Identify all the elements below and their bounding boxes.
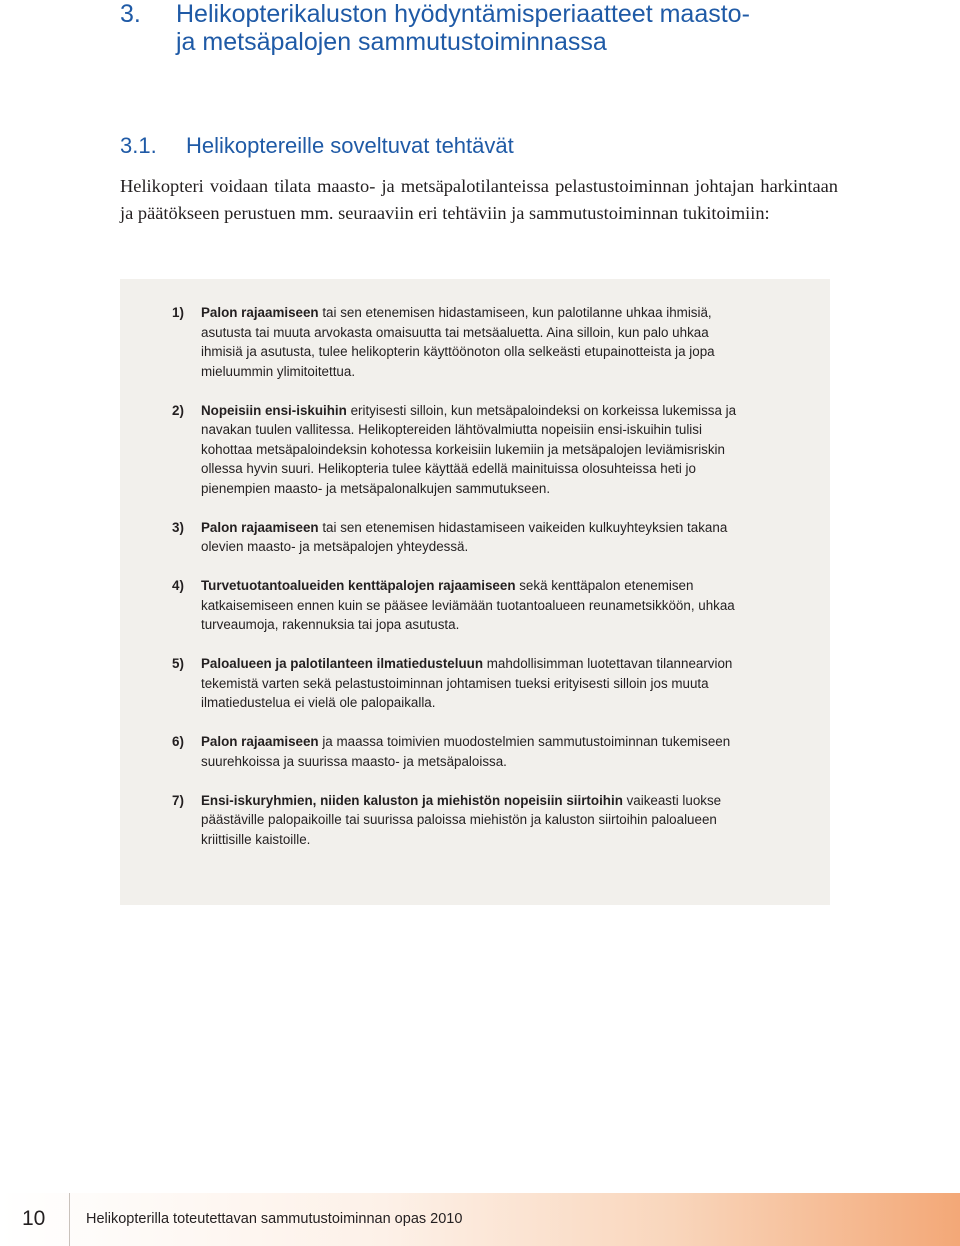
item-number: 7) [172, 792, 184, 808]
item-number: 5) [172, 656, 184, 671]
list-item [172, 732, 742, 771]
chapter-number: 3. [120, 0, 141, 28]
item-title: Ensi-iskuryhmien, niiden kaluston ja miehistön nopeisiin siirtoihin [201, 792, 623, 808]
item-title: Palon rajaamiseen [201, 519, 319, 535]
item-number: 4) [172, 578, 184, 593]
item-text: erityisesti silloin, kun metsäpaloindeksi on korkeissa lukemissa ja navakan tuulen vallitessa. Helikoptereiden lähtövalmiutta nopeisiin ensi-iskuihin tulisi kohottaa metsäpaloindeksin kohotessa korkeisiin lukemiin ja metsäpalojen leviämisriskin ollessa hyvin suuri. Helikopteria tulee käyttää edellä mainituissa olosuhteissa heti jo pienempien maasto- ja metsäpalonalkujen sammutukseen. [201, 402, 737, 496]
page-number: 10 [22, 1207, 46, 1230]
page-footer [0, 1193, 960, 1246]
footer-title: Helikopterilla toteutettavan sammutustoiminnan opas 2010 [86, 1211, 463, 1227]
section-heading [120, 132, 820, 160]
item-number: 2) [172, 402, 184, 418]
item-title: Nopeisiin ensi-iskuihin [201, 402, 347, 418]
chapter-heading [120, 0, 920, 56]
item-text: ja maassa toimivien muodostelmien sammutustoiminnan tukemiseen suurehkoissa ja suurissa maasto- ja metsäpaloissa. [201, 734, 731, 769]
item-number: 1) [172, 305, 184, 320]
intro-paragraph: Helikopteri voidaan tilata maasto- ja metsäpalotilanteissa pelastustoiminnan johtajan harkintaan ja päätökseen perustuen mm. seuraaviin eri tehtäviin ja sammutustoiminnan tukitoimiin: [120, 176, 838, 223]
list-item [172, 576, 742, 635]
list-item [172, 654, 742, 713]
item-text: mahdollisimman luotettavan tilannearvion tekemistä varten sekä pelastustoiminnan johtamisen tueksi erityisesti silloin jos muuta ilmatiedustelua ei vielä ole palopaikalla. [201, 656, 733, 710]
item-text: sekä kenttäpalon etenemisen katkaisemiseen ennen kuin se pääsee leviämään tuotantoalueen reunametsikköön, uhkaa turveaumoja, rakennuksia tai jopa asutusta. [201, 578, 735, 632]
item-title: Paloalueen ja palotilanteen ilmatiedusteluun [201, 656, 484, 671]
task-list [172, 303, 742, 869]
item-text: vaikeasti luokse päästäville palopaikoille tai suurissa paloissa miehistön ja kaluston siirtoihin paloalueen kriittisille kaistoille. [201, 792, 722, 847]
item-title: Turvetuotantoalueiden kenttäpalojen rajaamiseen [201, 578, 516, 593]
list-item [172, 518, 742, 557]
item-text: tai sen etenemisen hidastamiseen vaikeiden kulkuyhteyksien takana olevien maasto- ja metsäpalojen yhteydessä. [201, 519, 728, 554]
list-item [172, 401, 742, 499]
list-item [172, 303, 742, 381]
section-number: 3.1. [120, 133, 157, 158]
item-text: tai sen etenemisen hidastamiseen, kun palotilanne uhkaa ihmisiä, asutusta tai muuta arvokasta omaisuutta tai metsäaluetta. Aina silloin, kun palo uhkaa ihmisiä ja asutusta, tulee helikopterin käyttöönoton olla selkeästi etupainotteista ja jopa mieluummin ylimitoitettua. [201, 305, 715, 379]
list-item [172, 791, 742, 850]
footer-divider [69, 1193, 70, 1246]
item-title: Palon rajaamiseen [201, 734, 319, 749]
section-title: Helikoptereille soveltuvat tehtävät [186, 133, 514, 158]
item-number: 3) [172, 519, 184, 535]
item-number: 6) [172, 734, 184, 749]
chapter-title-line1: Helikopterikaluston hyödyntämisperiaatteet maasto- [176, 0, 750, 28]
chapter-title-line2: ja metsäpalojen sammutustoiminnassa [176, 28, 607, 56]
item-title: Palon rajaamiseen [201, 305, 319, 320]
